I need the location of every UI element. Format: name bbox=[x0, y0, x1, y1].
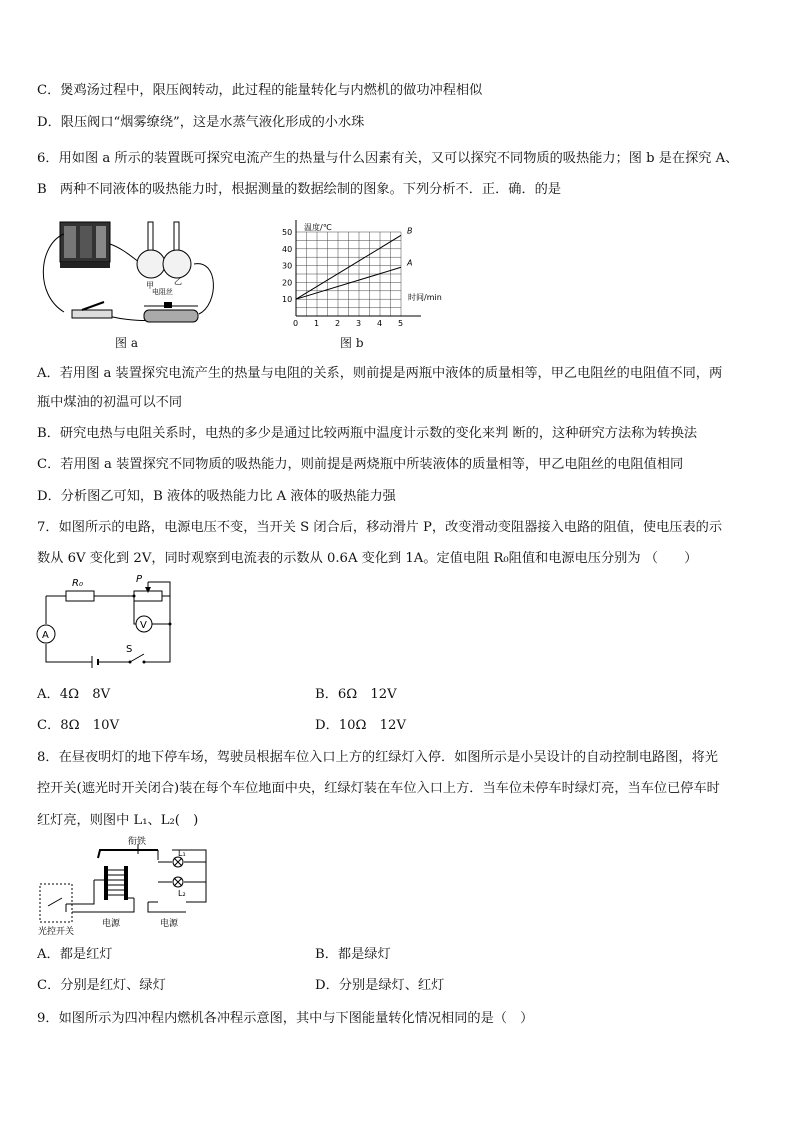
y-tick-label: 20 bbox=[282, 278, 293, 288]
chart-ticks bbox=[282, 228, 403, 328]
q9-stem: 9．如图所示为四冲程内燃机各冲程示意图，其中与下图能量转化情况相同的是（ ） bbox=[37, 1011, 534, 1026]
q8-control-circuit-diagram bbox=[38, 838, 218, 938]
y-tick-label: 30 bbox=[282, 261, 293, 271]
fig-b-caption: 图 b bbox=[340, 336, 364, 350]
armature-label: 衔铁 bbox=[128, 837, 147, 847]
q8-stem-line1: 8．在昼夜明灯的地下停车场，驾驶员根据车位入口上方的红绿灯入停．如图所示是小吴设计的自动控制电路图，将光 bbox=[37, 750, 718, 765]
q6-figure-a bbox=[34, 214, 224, 334]
series-label-A: A bbox=[407, 258, 413, 268]
q8-stem-line3: 红灯亮，则图中 L₁、L₂( ) bbox=[37, 813, 199, 828]
chart-xlabel: 时间/min bbox=[408, 293, 442, 302]
q8-option-b: B．都是绿灯 bbox=[315, 947, 391, 962]
y-tick-label: 40 bbox=[282, 244, 293, 254]
flask-yi-icon bbox=[163, 222, 191, 278]
q7-circuit-diagram bbox=[36, 574, 186, 674]
series-label-B: B bbox=[407, 226, 413, 236]
lamp-l2-label: L₂ bbox=[178, 889, 186, 898]
chart-ylabel: 温度/℃ bbox=[304, 223, 332, 232]
chart-series bbox=[296, 226, 413, 299]
q7-option-b: B．6Ω 12V bbox=[315, 687, 397, 702]
chart-axes bbox=[296, 220, 421, 316]
battery-pack-icon bbox=[60, 222, 110, 268]
q7-option-c: C．8Ω 10V bbox=[37, 718, 120, 733]
flask-jia-label: 甲 bbox=[146, 281, 154, 290]
prev-option-d: D．限压阀口“烟雾缭绕”，这是水蒸气液化形成的小水珠 bbox=[37, 115, 365, 130]
q6-figure-b-chart bbox=[278, 220, 442, 330]
q7-option-a: A．4Ω 8V bbox=[37, 687, 111, 702]
flask-jia-icon bbox=[137, 222, 165, 278]
resistance-wire-label: 电阻丝 bbox=[152, 288, 173, 296]
power-source-1-label: 电源 bbox=[102, 919, 121, 929]
rheostat-icon bbox=[134, 591, 162, 601]
light-switch-label: 光控开关 bbox=[38, 927, 75, 937]
x-tick-label: 2 bbox=[335, 319, 341, 328]
q6-option-b: B．研究电热与电阻关系时，电热的多少是通过比较两瓶中温度计示数的变化来判 断的，这种研究方法称为转换法 bbox=[37, 426, 698, 441]
prev-option-c: C．煲鸡汤过程中，限压阀转动，此过程的能量转化与内燃机的做功冲程相似 bbox=[37, 83, 483, 98]
armature-icon bbox=[98, 850, 158, 858]
q8-option-d: D．分别是绿灯、红灯 bbox=[315, 978, 445, 993]
voltmeter-label: V bbox=[140, 620, 147, 631]
q8-stem-line2: 控开关(遮光时开关闭合)装在每个车位地面中央，红绿灯装在车位入口上方．当车位未停车时绿灯亮，当车位已停车时 bbox=[37, 781, 720, 796]
x-tick-label: 1 bbox=[314, 319, 320, 328]
rheostat-icon bbox=[144, 302, 198, 322]
x-tick-label: 0 bbox=[293, 319, 299, 328]
power-source-2-label: 电源 bbox=[160, 919, 179, 929]
x-tick-label: 3 bbox=[356, 319, 362, 328]
fig-a-caption: 图 a bbox=[115, 336, 138, 350]
ammeter-label: A bbox=[42, 630, 49, 641]
light-switch-icon bbox=[48, 898, 62, 906]
electromagnet-icon bbox=[94, 866, 134, 900]
flask-yi-label: 乙 bbox=[174, 277, 182, 286]
lamp-l2-icon bbox=[173, 877, 183, 887]
q8-option-a: A．都是红灯 bbox=[37, 947, 113, 962]
switch-s-label: S bbox=[126, 644, 133, 655]
q6-option-c: C．若用图 a 装置探究不同物质的吸热能力，则前提是两烧瓶中所装液体的质量相等，甲乙电阻丝的电阻值相同 bbox=[37, 457, 684, 472]
y-tick-label: 10 bbox=[282, 295, 293, 305]
switch-icon bbox=[72, 302, 112, 318]
lamp-l1-label: L₁ bbox=[178, 849, 186, 858]
switch-s-icon bbox=[129, 654, 146, 664]
p-label: P bbox=[136, 574, 143, 585]
light-switch-box bbox=[40, 884, 72, 922]
lamp-l1-icon bbox=[173, 857, 183, 867]
x-tick-label: 5 bbox=[398, 319, 404, 328]
battery-icon bbox=[92, 656, 102, 668]
resistor-r0-icon bbox=[66, 591, 94, 601]
q6-stem-line2: B 两种不同液体的吸热能力时，根据测量的数据绘制的图象。下列分析不．正．确．的是 bbox=[37, 182, 561, 197]
q7-stem-line2: 数从 6V 变化到 2V，同时观察到电流表的示数从 0.6A 变化到 1A。定值电阻 R₀阻值和电源电压分别为 （ ） bbox=[37, 551, 698, 566]
q8-option-c: C．分别是红灯、绿灯 bbox=[37, 978, 166, 993]
q6-option-d: D．分析图乙可知，B 液体的吸热能力比 A 液体的吸热能力强 bbox=[37, 489, 396, 504]
r0-label: R₀ bbox=[72, 578, 83, 589]
q7-option-d: D．10Ω 12V bbox=[315, 718, 406, 733]
q6-option-a-line1: A．若用图 a 装置探究电流产生的热量与电阻的关系，则前提是两瓶中液体的质量相等，甲乙电阻丝的电阻值不同，两 bbox=[37, 366, 723, 381]
y-tick-label: 50 bbox=[282, 228, 293, 237]
q7-stem-line1: 7．如图所示的电路，电源电压不变，当开关 S 闭合后，移动滑片 P，改变滑动变阻器接入电路的阻值，使电压表的示 bbox=[37, 520, 723, 535]
q6-stem-line1: 6．用如图 a 所示的装置既可探究电流产生的热量与什么因素有关，又可以探究不同物质的吸热能力；图 b 是在探究 A、 bbox=[37, 151, 739, 166]
q6-option-a-line2: 瓶中煤油的初温可以不同 bbox=[37, 395, 183, 410]
x-tick-label: 4 bbox=[377, 319, 383, 328]
